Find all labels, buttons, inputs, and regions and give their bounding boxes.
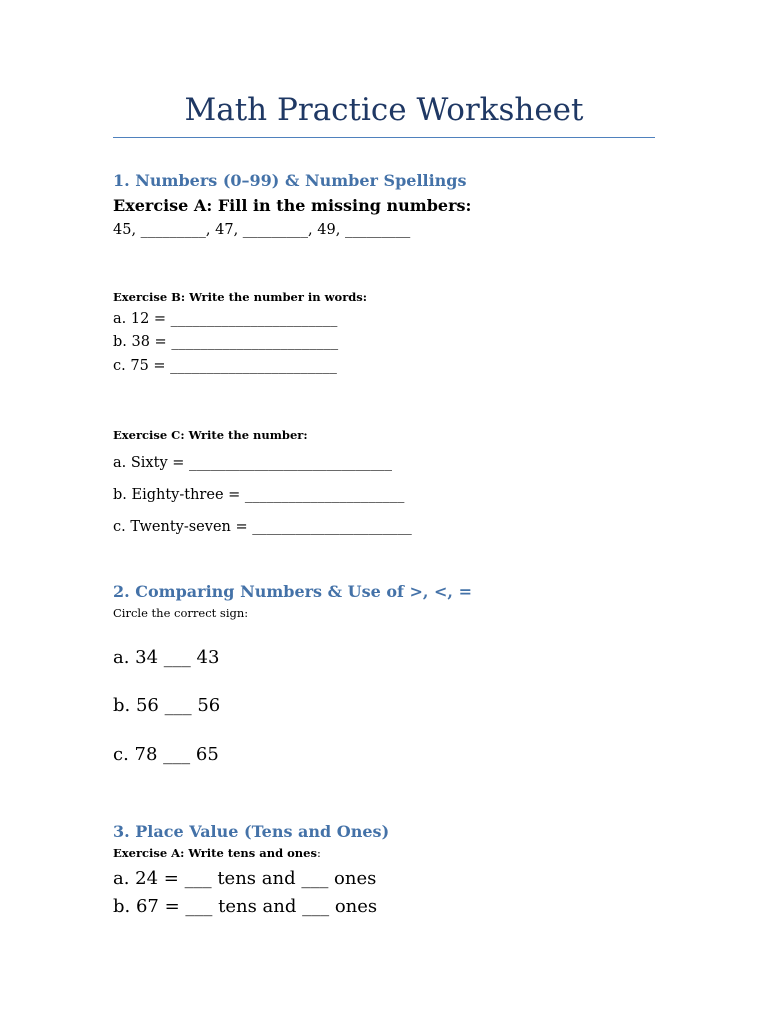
comparison-item: a. 34 ___ 43 (113, 647, 220, 668)
section-heading-numbers: 1. Numbers (0–99) & Number Spellings (113, 171, 467, 190)
exercise-title-colon: : (316, 846, 321, 860)
place-value-item: b. 67 = ___ tens and ___ ones (113, 896, 378, 917)
exercise-b-item: c. 75 = _______________________ (113, 358, 337, 374)
missing-numbers-sequence: 45, _________, 47, _________, 49, _________ (113, 222, 411, 238)
exercise-c-title: Exercise C: Write the number: (113, 428, 308, 442)
place-value-exercise-title (113, 846, 321, 860)
exercise-b-item: b. 38 = _______________________ (113, 334, 339, 350)
exercise-c-item: b. Eighty-three = ______________________ (113, 487, 405, 503)
page-title: Math Practice Worksheet (184, 92, 584, 128)
exercise-b-item: a. 12 = _______________________ (113, 311, 338, 327)
exercise-a-title: Exercise A: Fill in the missing numbers: (113, 196, 472, 215)
exercise-b-title: Exercise B: Write the number in words: (113, 290, 368, 304)
place-value-item: a. 24 = ___ tens and ___ ones (113, 868, 377, 889)
exercise-c-item: c. Twenty-seven = ______________________ (113, 519, 412, 535)
exercise-title-bold: Exercise A: Write tens and ones (113, 846, 317, 860)
comparison-item: c. 78 ___ 65 (113, 744, 219, 765)
title-divider (113, 137, 655, 138)
exercise-c-item: a. Sixty = ____________________________ (113, 455, 392, 471)
comparing-instruction: Circle the correct sign: (113, 606, 249, 620)
comparison-item: b. 56 ___ 56 (113, 695, 221, 716)
section-heading-comparing: 2. Comparing Numbers & Use of >, <, = (113, 582, 472, 601)
section-heading-place-value: 3. Place Value (Tens and Ones) (113, 822, 390, 841)
